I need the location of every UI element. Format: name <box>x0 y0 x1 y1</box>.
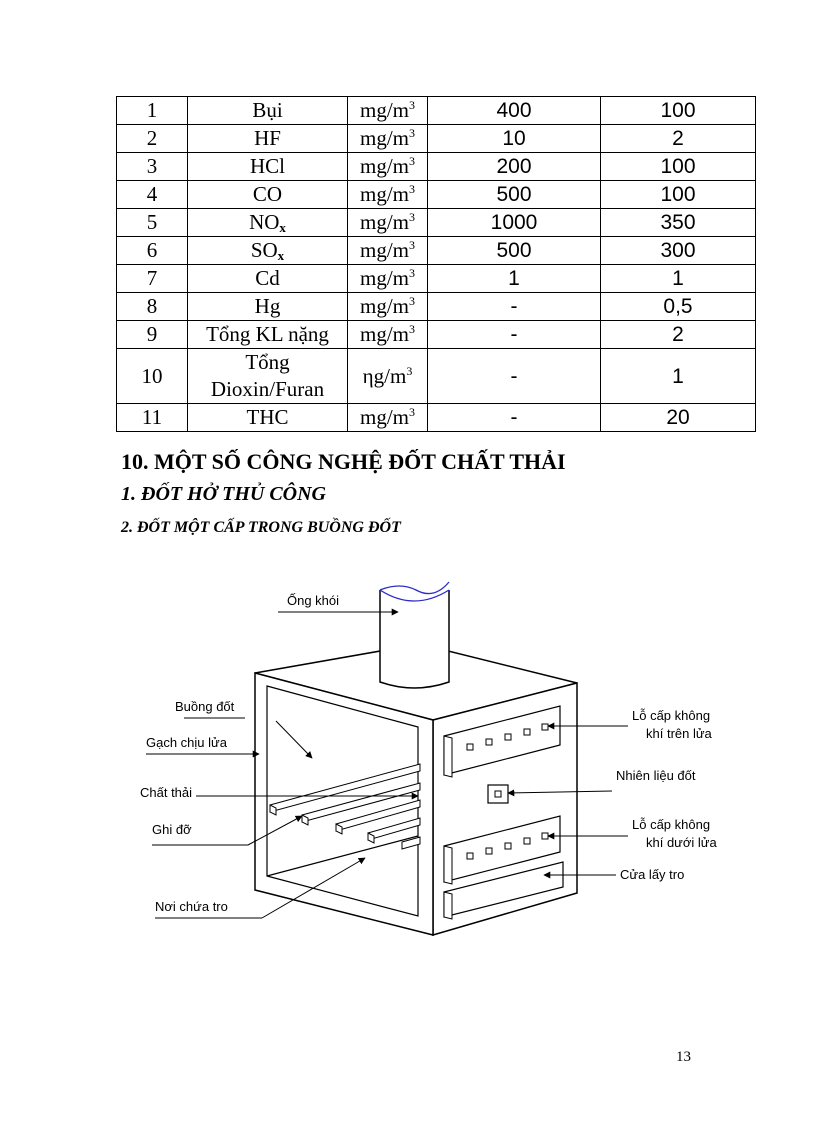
label-waste: Chất thải <box>140 785 193 800</box>
label-upper-air-2: khí trên lửa <box>646 726 712 741</box>
label-firebrick: Gạch chịu lửa <box>146 735 227 750</box>
row-number: 1 <box>117 97 188 125</box>
unit-cell: $mg/m^3$ <box>348 404 428 432</box>
parameter-cell: Cd <box>188 265 348 293</box>
limit-b-cell: 300 <box>601 237 756 265</box>
unit-cell: $mg/m^3$ <box>348 125 428 153</box>
subsection-heading-2: 2. ĐỐT MỘT CẤP TRONG BUỒNG ĐỐT <box>121 519 401 536</box>
limit-a-cell: 400 <box>428 97 601 125</box>
parameter-cell: THC <box>188 404 348 432</box>
chimney <box>380 590 449 688</box>
limit-a-cell: 10 <box>428 125 601 153</box>
label-grate: Ghi đỡ <box>152 822 192 837</box>
limit-b-cell: 100 <box>601 181 756 209</box>
unit-cell: $mg/m^3$ <box>348 97 428 125</box>
row-number: 7 <box>117 265 188 293</box>
limit-b-cell: 2 <box>601 125 756 153</box>
label-ash-door: Cửa lấy tro <box>620 867 685 882</box>
upper-air-panel-side <box>444 736 452 777</box>
parameter-cell: HF <box>188 125 348 153</box>
ash-door-side <box>444 892 452 919</box>
limit-b-cell: 20 <box>601 404 756 432</box>
parameter-cell: HCl <box>188 153 348 181</box>
row-number: 4 <box>117 181 188 209</box>
parameter-cell: CO <box>188 181 348 209</box>
unit-cell: $mg/m^3$ <box>348 321 428 349</box>
unit-cell: $mg/m^3$ <box>348 265 428 293</box>
label-lower-air-1: Lỗ cấp không <box>632 817 711 832</box>
limit-b-cell: 1 <box>601 349 756 404</box>
label-chimney: Ống khói <box>287 593 340 608</box>
label-chamber: Buồng đốt <box>175 699 235 714</box>
row-number: 10 <box>117 349 188 404</box>
row-number: 5 <box>117 209 188 237</box>
unit-cell: $\eta g/m^3$ <box>348 349 428 404</box>
row-number: 2 <box>117 125 188 153</box>
row-number: 9 <box>117 321 188 349</box>
row-number: 11 <box>117 404 188 432</box>
page-number: 13 <box>676 1049 691 1065</box>
limit-a-cell: 500 <box>428 237 601 265</box>
section-heading: 10. MỘT SỐ CÔNG NGHỆ ĐỐT CHẤT THẢI <box>121 449 566 474</box>
fuel-port-hole <box>495 791 501 797</box>
row-number: 6 <box>117 237 188 265</box>
unit-cell: $mg/m^3$ <box>348 209 428 237</box>
label-ash-store: Nơi chứa tro <box>155 899 228 914</box>
unit-cell: $mg/m^3$ <box>348 181 428 209</box>
label-lower-air-2: khí dưới lửa <box>646 835 717 850</box>
parameter-cell: $NO_x$ <box>188 209 348 237</box>
limit-a-cell: 1000 <box>428 209 601 237</box>
parameter-cell: Bụi <box>188 97 348 125</box>
label-fuel: Nhiên liệu đốt <box>616 768 696 783</box>
limit-a-cell: 1 <box>428 265 601 293</box>
limit-a-cell: - <box>428 293 601 321</box>
subsection-heading-1: 1. ĐỐT HỞ THỦ CÔNG <box>121 483 326 505</box>
lower-air-panel-side <box>444 846 452 884</box>
limit-a-cell: - <box>428 404 601 432</box>
parameter-cell: Tổng KL nặng <box>188 321 348 349</box>
parameter-cell: Hg <box>188 293 348 321</box>
limit-b-cell: 1 <box>601 265 756 293</box>
row-number: 3 <box>117 153 188 181</box>
label-upper-air-1: Lỗ cấp không <box>632 708 711 723</box>
unit-cell: $mg/m^3$ <box>348 237 428 265</box>
limit-a-cell: - <box>428 321 601 349</box>
parameter-cell: Tổng Dioxin/Furan <box>188 349 348 404</box>
row-number: 8 <box>117 293 188 321</box>
limit-b-cell: 100 <box>601 153 756 181</box>
limit-b-cell: 100 <box>601 97 756 125</box>
unit-cell: $mg/m^3$ <box>348 293 428 321</box>
limit-b-cell: 2 <box>601 321 756 349</box>
unit-cell: $mg/m^3$ <box>348 153 428 181</box>
limit-b-cell: 350 <box>601 209 756 237</box>
limit-b-cell: 0,5 <box>601 293 756 321</box>
limit-a-cell: 500 <box>428 181 601 209</box>
parameter-cell: $SO_x$ <box>188 237 348 265</box>
limit-a-cell: - <box>428 349 601 404</box>
limit-a-cell: 200 <box>428 153 601 181</box>
